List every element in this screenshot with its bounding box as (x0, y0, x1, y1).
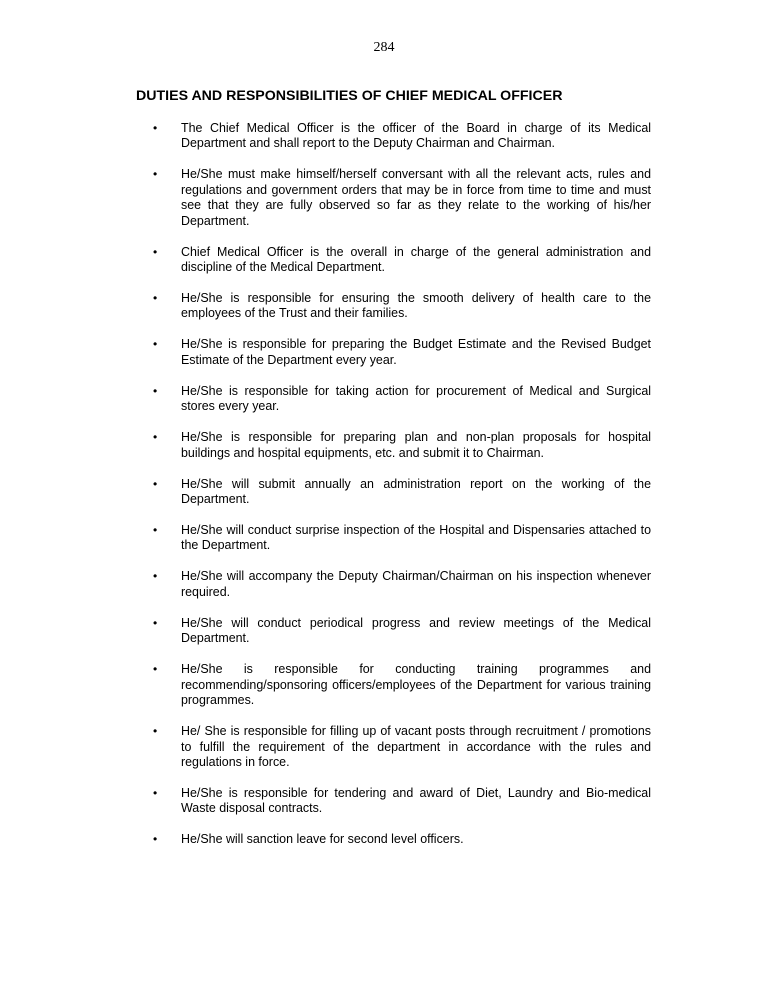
bullet-icon: • (153, 724, 158, 739)
bullet-icon: • (153, 167, 158, 182)
bullet-icon: • (153, 244, 158, 259)
duty-item-text: He/She will submit annually an administration report on the working of the Department. (181, 476, 651, 507)
duty-item (153, 384, 651, 415)
duty-item-text: He/She is responsible for preparing plan and non-plan proposals for hospital buildings and hospital equipments, etc. and submit it to Chairman. (181, 430, 651, 460)
duties-list (153, 121, 651, 863)
bullet-icon: • (153, 785, 158, 800)
duty-item (153, 662, 651, 708)
bullet-icon: • (153, 615, 158, 630)
duty-item-text: He/She is responsible for preparing the Budget Estimate and the Revised Budget Estimate of the Department every year. (181, 337, 651, 367)
bullet-icon: • (153, 662, 158, 677)
duty-item (153, 616, 651, 647)
duty-item (153, 291, 651, 322)
duty-item-text: The Chief Medical Officer is the officer of the Board in charge of its Medical Department and shall report to the Deputy Chairman and Chairman. (181, 121, 651, 151)
duty-item-text: He/She must make himself/herself conversant with all the relevant acts, rules and regulations and government orders that may be in force from time to time and must see that they are fully observed so far as they relate to the working of his/her Department. (181, 167, 651, 228)
bullet-icon: • (153, 430, 158, 445)
bullet-icon: • (153, 832, 158, 847)
duty-item (153, 523, 651, 554)
bullet-icon: • (153, 337, 158, 352)
duty-item-text: He/ She is responsible for filling up of vacant posts through recruitment / promotions to fulfill the requirement of the department in accordance with the rules and regulations in force. (181, 724, 651, 769)
duty-item (153, 167, 651, 229)
duty-item (153, 430, 651, 461)
bullet-icon: • (153, 569, 158, 584)
duty-item (153, 832, 651, 847)
duty-item (153, 245, 651, 276)
page-title: DUTIES AND RESPONSIBILITIES OF CHIEF MEDICAL OFFICER (136, 88, 563, 104)
duty-item-text: He/She will accompany the Deputy Chairman/Chairman on his inspection whenever required. (181, 569, 651, 599)
duty-item (153, 121, 651, 152)
bullet-icon: • (153, 121, 158, 135)
bullet-icon: • (153, 523, 158, 538)
duty-item-text: He/She is responsible for tendering and award of Diet, Laundry and Bio-medical Waste disposal contracts. (181, 785, 651, 816)
duty-item-text: He/She is responsible for conducting training programmes and recommending/sponsoring officers/employees of the Department for various training programmes. (181, 662, 651, 708)
duty-item-text: He/She will conduct surprise inspection of the Hospital and Dispensaries attached to the Department. (181, 523, 651, 553)
duty-item-text: He/She is responsible for ensuring the smooth delivery of health care to the employees of the Trust and their families. (181, 291, 651, 321)
bullet-icon: • (153, 291, 158, 306)
page-number: 284 (373, 40, 395, 55)
duty-item-text: Chief Medical Officer is the overall in charge of the general administration and discipline of the Medical Department. (181, 244, 651, 275)
duty-item (153, 569, 651, 600)
duty-item-text: He/She is responsible for taking action for procurement of Medical and Surgical stores every year. (181, 383, 651, 414)
bullet-icon: • (153, 476, 158, 491)
duty-item (153, 786, 651, 817)
duty-item (153, 337, 651, 368)
bullet-icon: • (153, 383, 158, 398)
duty-item (153, 477, 651, 508)
duty-item (153, 724, 651, 770)
duty-item-text: He/She will sanction leave for second level officers. (181, 832, 464, 847)
duty-item-text: He/She will conduct periodical progress and review meetings of the Medical Department. (181, 615, 651, 646)
